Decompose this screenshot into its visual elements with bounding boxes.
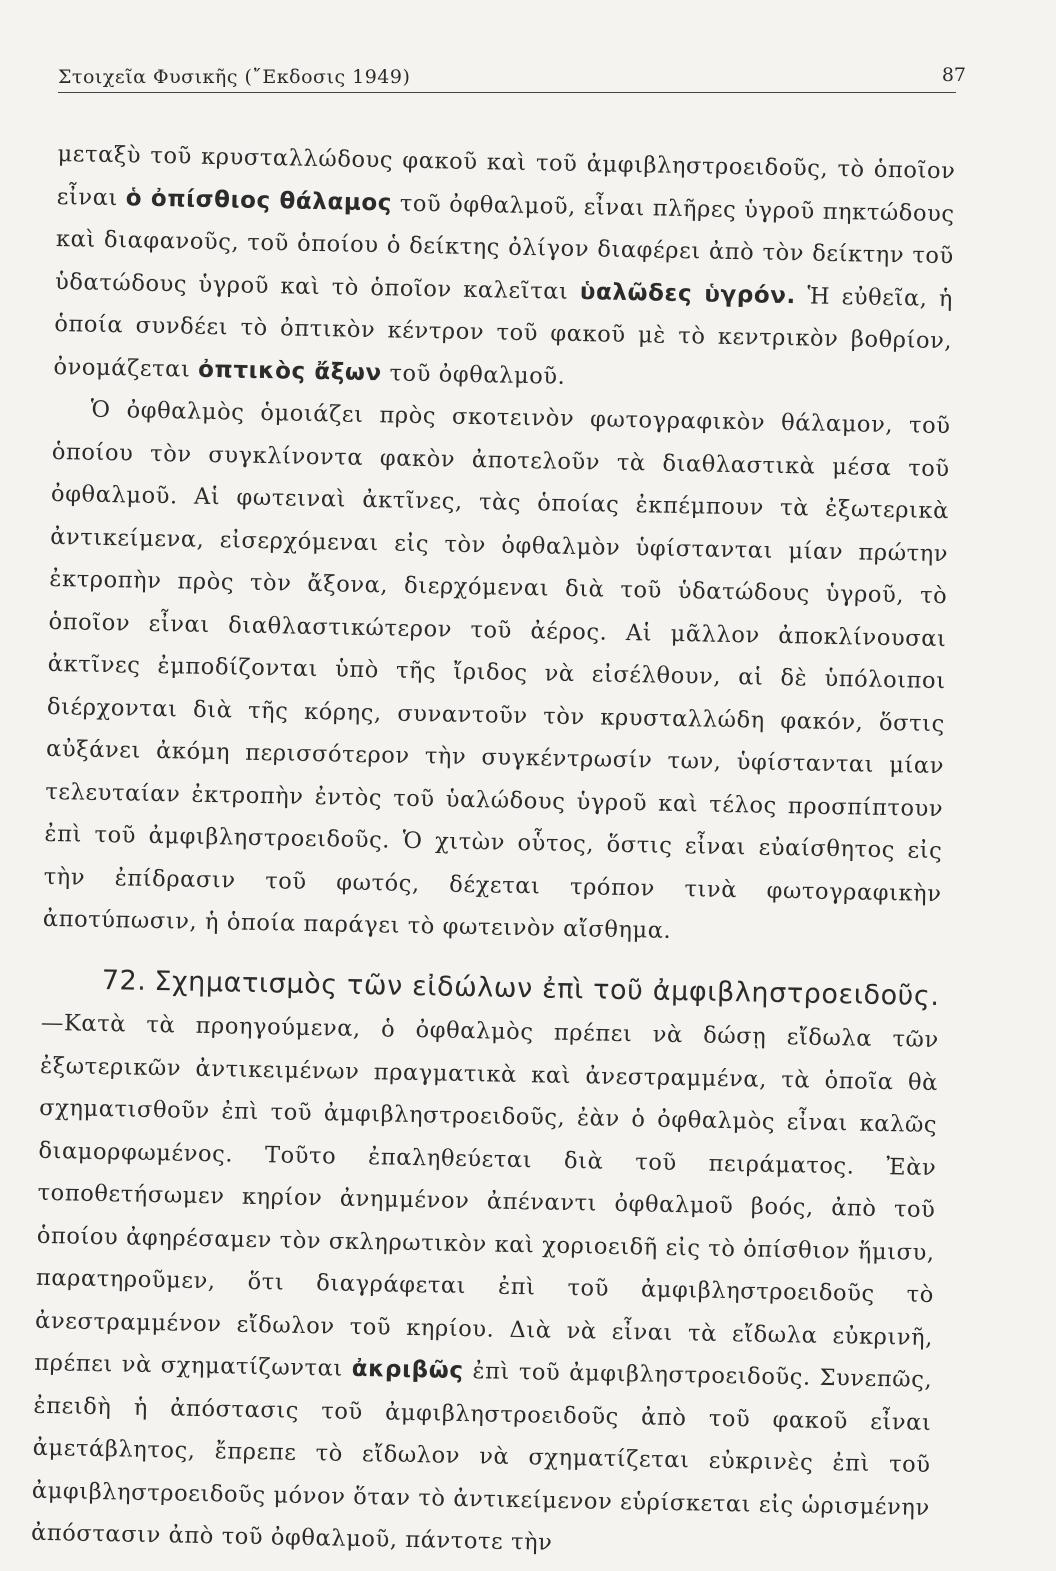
paragraph-2: Ὁ ὀφθαλμὸς ὁμοιάζει πρὸς σκοτεινὸν φωτογραφικὸν θάλαμον, τοῦ ὁποίου τὸν συγκλίνοντα φακὸν ἀποτελοῦν τὰ διαθλαστικὰ μέσα τοῦ ὀφθαλμοῦ. Αἱ φωτειναὶ ἀκτῖνες, τὰς ὁποίας ἐκπέμπουν τὰ ἐξωτερικὰ ἀντικείμενα, εἰσερχόμεναι εἰς τὸν ὀφθαλμὸν ὑφίστανται μίαν πρώτην ἐκτροπὴν πρὸς τὸν ἄξονα, διερχόμεναι διὰ τοῦ ὑδατώδους ὑγροῦ, τὸ ὁποῖον εἶναι διαθλαστικώτερον τοῦ ἀέρος. Αἱ μᾶλλον ἀποκλίνουσαι ἀκτῖνες ἐμποδίζονται ὑπὸ τῆς ἴριδος νὰ εἰσέλθουν, αἱ δὲ ὑπόλοιποι διέρχονται διὰ τῆς κόρης, συναντοῦν τὸν κρυσταλλώδη φακόν, ὅστις αὐξάνει ἀκόμη περισσότερον τὴν συγκέντρωσίν των, ὑφίστανται μίαν τελευταίαν ἐκτροπὴν ἐντὸς τοῦ ὑαλώδους ὑγροῦ καὶ τέλος προσπίπτουν ἐπὶ τοῦ ἀμφιβληστροειδοῦς. Ὁ χιτὼν οὗτος, ὅστις εἶναι εὐαίσθητος εἰς τὴν ἐπίδρασιν τοῦ φωτός, δέχεται τρόπον τινὰ φωτογραφικὴν ἀποτύπωσιν, ἡ ὁποία παράγει τὸ φωτεινὸν αἴσθημα. <box>42 396 951 944</box>
page-number: 87 <box>941 64 966 86</box>
text-run: μεταξὺ τοῦ κρυσταλλώδους φακοῦ καὶ τοῦ ἀμφιβληστροειδοῦς, τὸ ὁποῖον εἶναι <box>56 140 956 211</box>
paragraph-1 <box>53 133 956 405</box>
text-run: ἐπὶ τοῦ ἀμφιβληστροειδοῦς. Συνεπῶς, ἐπειδὴ ἡ ἀπόστασις τοῦ ἀμφιβληστροειδοῦς ἀπὸ τοῦ φακοῦ εἶναι ἀμετάβλητος, ἔπρεπε τὸ εἴδωλον νὰ σχηματίζεται εὐκρινὲς ἐπὶ τοῦ ἀμφιβληστροειδοῦς μόνον ὅταν τὸ ἀντικείμενον εὑρίσκεται εἰς ὡρισμένην ἀπόστασιν ἀπὸ τοῦ ὀφθαλμοῦ, πάντοτε τὴν <box>30 1358 933 1556</box>
section-72 <box>31 958 940 1571</box>
text-run: Ἡ εὐθεῖα, ἡ ὁποία συνδέει τὸ ὀπτικὸν κέντρον τοῦ φακοῦ μὲ τὸ κεντρικὸν βοθρίον, ὀνομάζεται <box>53 282 954 383</box>
bold-term: ὁ ὀπίσθιος θάλαμος <box>125 184 393 216</box>
section-title: Σχηματισμὸς τῶν εἰδώλων ἐπὶ τοῦ ἀμφιβληστροειδοῦς. <box>154 965 940 1012</box>
text-run: —Κατὰ τὰ προηγούμενα, ὁ ὀφθαλμὸς πρέπει νὰ δώσῃ εἴδωλα τῶν ἐξωτερικῶν ἀντικειμένων πραγματικὰ καὶ ἀνεστραμμένα, τὰ ὁποῖα θὰ σχηματισθοῦν ἐπὶ τοῦ ἀμφιβληστροειδοῦς, ἐὰν ὁ ὀφθαλμὸς εἶναι καλῶς διαμορφωμένος. Τοῦτο ἐπαληθεύεται διὰ τοῦ πειράματος. Ἐὰν τοποθετήσωμεν κηρίον ἀνημμένον ἀπέναντι ὀφθαλμοῦ βοός, ἀπὸ τοῦ ὁποίου ἀφηρέσαμεν τὸν σκληρωτικὸν καὶ χοριοειδῆ εἰς τὸ ὀπίσθιον ἥμισυ, παρατηροῦμεν, ὅτι διαγράφεται ἐπὶ τοῦ ἀμφιβληστροειδοῦς τὸ ἀνεστραμμένον εἴδωλον τοῦ κηρίου. Διὰ νὰ εἶναι τὰ εἴδωλα εὐκρινῆ, πρέπει νὰ σχηματίζωνται <box>34 1009 939 1382</box>
bold-term: ὀπτικὸς ἄξων <box>197 356 383 386</box>
text-run: τοῦ ὀφθαλμοῦ, εἶναι πλῆρες ὑγροῦ πηκτώδους καὶ διαφανοῦς, τοῦ ὁποίου ὁ δείκτης ὀλίγον διαφέρει ἀπὸ τὸν δείκτην τοῦ ὑδατώδους ὑγροῦ καὶ τὸ ὁποῖον καλεῖται <box>54 189 955 305</box>
bold-term: ἀκριβῶς <box>351 1355 464 1385</box>
running-title: Στοιχεῖα Φυσικῆς (῎Εκδοσις 1949) <box>58 66 411 88</box>
running-head <box>58 48 966 93</box>
bold-term: ὑαλῶδες ὑγρόν. <box>579 278 797 309</box>
body-text <box>31 133 956 1571</box>
text-run: τοῦ ὀφθαλμοῦ. <box>381 359 566 390</box>
section-number: 72. <box>101 964 147 997</box>
